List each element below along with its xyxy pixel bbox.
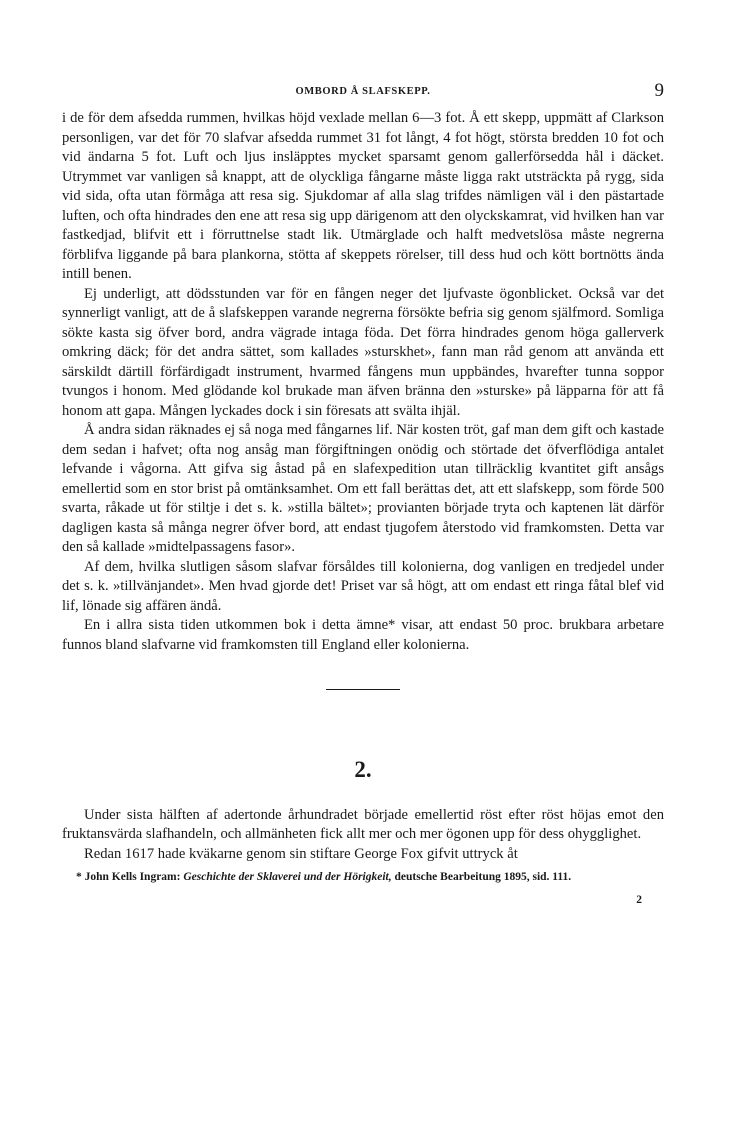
page-header <box>62 80 664 104</box>
paragraph-2: Ej underligt, att dödsstunden var för en fången neger det ljufvaste ögonblicket. Också var det synnerligt vanligt, att de å slafskeppen varande negrerna försökte befria sig genom själfmord. Somliga sökte kasta sig öfver bord, andra vägrade intaga föda. Det förra hindrades genom höga gallerverk omkring däck; för det andra sättet, som kallades »sturskhet», fann man råd genom att använda ett särskildt därtill förfärdigadt instrument, hvarmed fångens mun uppbändes, hvarefter tunna soppor tvungos i honom. Med glödande kol brukade man äfven bränna den »sturske» på läpparna för att få honom att gapa. Mången lyckades dock i sin föresats att svälta ihjäl. <box>62 285 664 419</box>
body-text <box>62 109 664 910</box>
paragraph-3: Å andra sidan räknades ej så noga med fångarnes lif. När kosten tröt, gaf man dem gift och kastade dem sedan i hafvet; ofta nog ansåg man förgiftningen onödig och störtade det öfverflödiga antalet lefvande i vågorna. Att gifva sig åstad på en slafexpedition utan tillräcklig kvantitet gift ansågs emellertid som en stor brist på omtänksamhet. Om ett fall berättas det, att ett slafskepp, som förde 500 svarta, råkade ut för stiltje i det s. k. »stilla bältet»; provianten började tryta och kaptenen lät därför dagligen kasta så många negrer öfver bord, att endast tjugofem återstodo vid framkomsten. Detta var den så kallade »midtelpassagens fasor». <box>62 422 664 555</box>
footnote-title: Geschichte der Sklaverei und der Hörigkeit, <box>183 871 392 883</box>
page-number: 9 <box>654 80 664 101</box>
paragraph-5: En i allra sista tiden utkommen bok i detta ämne* visar, att endast 50 proc. brukbara arbetare funnos bland slafvarne vid framkomsten till England eller kolonierna. <box>62 617 664 653</box>
signature-mark: 2 <box>636 893 642 906</box>
section-number: 2. <box>354 757 372 782</box>
footnote-rest: deutsche Bearbeitung 1895, sid. 111. <box>394 871 572 883</box>
section-paragraph-2: Redan 1617 hade kväkarne genom sin stiftare George Fox gifvit uttryck åt <box>84 845 518 862</box>
section-separator <box>326 689 400 690</box>
footnote-mark: * <box>76 871 82 883</box>
footnote-author: John Kells Ingram: <box>84 871 181 883</box>
paragraph-4: Af dem, hvilka slutligen såsom slafvar försåldes till kolonierna, dog vanligen en tredjedel under det s. k. »tillvänjandet». Men hvad gjorde det! Priset var så högt, att om endast ett ringa fåtal blef vid lif, lönade sig affären ändå. <box>62 558 664 614</box>
footnote <box>62 870 664 886</box>
running-head: OMBORD Å SLAFSKEPP. <box>295 86 431 97</box>
section-paragraph-1: Under sista hälften af adertonde århundradet började emellertid röst efter röst höjas emot den fruktansvärda slafhandeln, och allmänheten fick allt mer och mer ögonen upp för dess ohygglighet. <box>62 806 664 842</box>
paragraph-1: i de för dem afsedda rummen, hvilkas höjd vexlade mellan 6—3 fot. Å ett skepp, uppmätt af Clarkson personligen, var det för 70 slafvar afsedda rummet 31 fot långt, 4 fot högt, största bredden 10 fot och vid ändarna 5 fot. Luft och ljus insläpptes mycket sparsamt genom gallerförsedda hål i däcket. Utrymmet var vanligen så knappt, att de olyckliga fångarne måste ligga rakt utsträckta på rygg, sida vid sida, ofta utan förmåga att resa sig. Sjukdomar af alla slag trifdes nämligen väl i den pästartade luften, och ofta hindrades den ene att resa sig upp därigenom att den olyckskamrat, vid hvilken han var fastkedjad, blifvit ett i förruttnelse stadt lik. Utmärglade och halft medvetslösa måste negrerna förblifva liggande på bara plankorna, stötta af skeppets rörelser, till dess hud och kött bortnötts ända intill benen. <box>62 110 664 282</box>
